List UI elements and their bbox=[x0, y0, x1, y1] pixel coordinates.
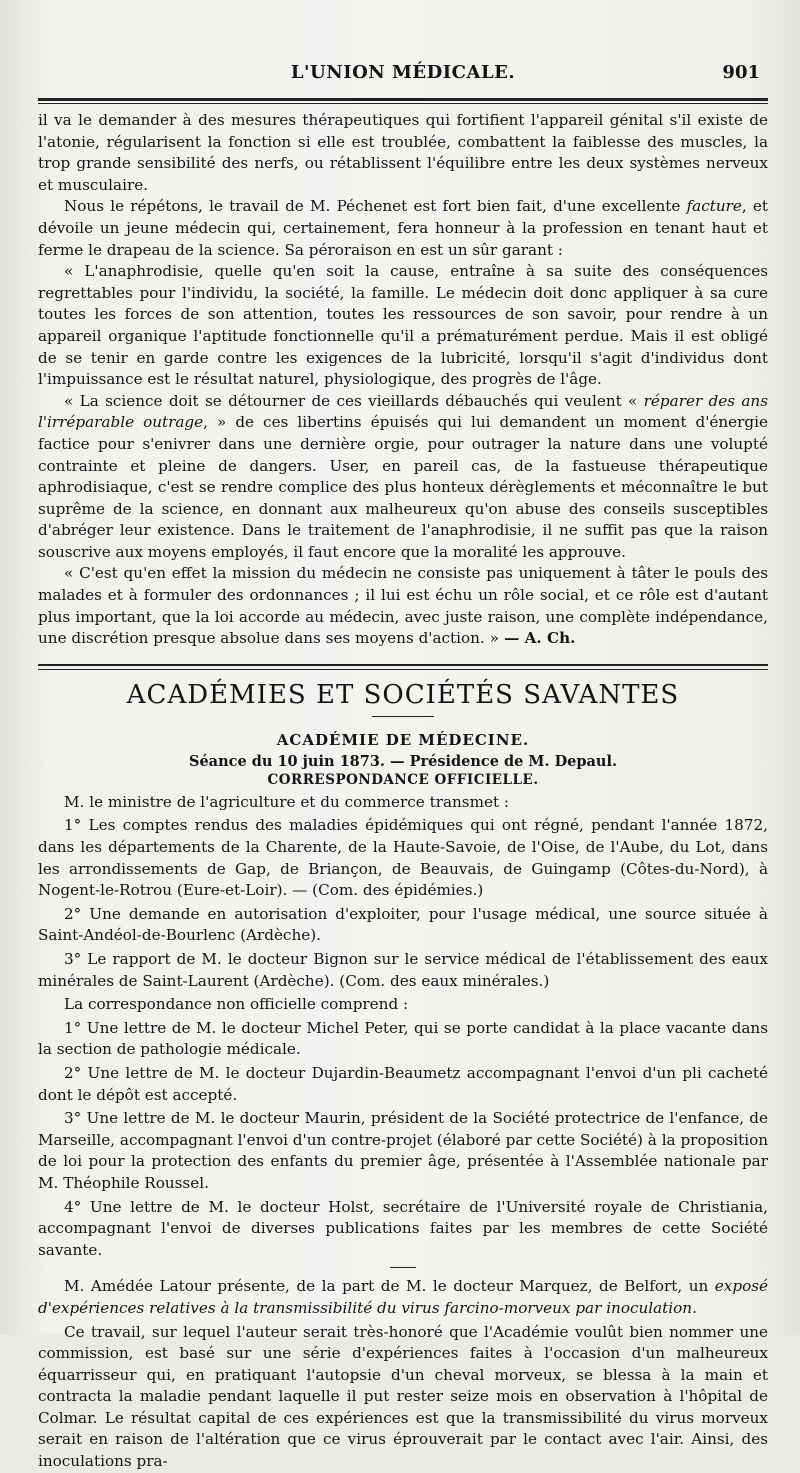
official-intro: M. le ministre de l'agriculture et du commerce transmet : bbox=[64, 792, 510, 811]
text-run: , » de ces libertins épuisés qui lui demandent un moment d'énergie factice pour s'enivrer dans une dernière orgie, pour outrager la nature dans une volupté contrainte et pleine de dangers. User, en pareil cas, de la fastueuse thérapeutique aphrodisiaque, c'est se rendre complice des plus honteux dérèglements et méconnaître le but suprême de la science, en donnant aux malheureux qu'on abuse des conseils susceptibles d'abréger leur existence. Dans le traitement de l'anaphrodisie, il ne suffit pas que la raison souscrive aux moyens employés, il faut encore que la moralité les approuve. bbox=[38, 413, 768, 561]
article-paragraph bbox=[38, 196, 768, 261]
running-title: L'UNION MÉDICALE. bbox=[290, 62, 516, 83]
presentation-paragraph bbox=[38, 1276, 768, 1319]
session-line: Séance du 10 juin 1873. — Présidence de M. Depaul. bbox=[188, 752, 618, 770]
header-rule bbox=[38, 98, 768, 104]
article-body bbox=[38, 110, 768, 650]
section-divider bbox=[38, 664, 768, 666]
page-number: 901 bbox=[722, 62, 760, 83]
item-separator bbox=[390, 1267, 416, 1268]
presentation-paragraph: Ce travail, sur lequel l'auteur serait très-honoré que l'Académie voulût bien nommer une commission, est basé sur une série d'expériences faites à l'occasion d'un malheureux équarrisseur qui, en pratiquant l'autopsie d'un cheval morveux, se blessa à la main et contracta la maladie pendant laquelle il put rester seize mois en observation à l'hôpital de Colmar. Le résultat capital de ces expériences est que la transmissibilité du virus morveux serait en raison de l'altération que ce virus éprouverait par le contact avec l'air. Ainsi, des inoculations pra- bbox=[38, 1322, 768, 1471]
quote-paragraph: « L'anaphrodisie, quelle qu'en soit la cause, entraîne à sa suite des conséquences regrettables pour l'individu, la société, la famille. Le médecin doit donc appliquer à sa cure toutes les forces de son attention, toutes les ressources de son savoir, pour rendre à un appareil organique l'aptitude fonctionnelle qu'il a prématurément perdue. Mais il est obligé de se tenir en garde contre les exigences de la lubricité, lorsqu'il s'agit d'individus dont l'impuissance est le résultat naturel, physiologique, des progrès de l'âge. bbox=[38, 262, 768, 389]
author-signature: — A. Ch. bbox=[498, 629, 576, 648]
italic-run: exposé d'expériences relatives à la transmissibilité du virus farcino-morveux par inoculation. bbox=[38, 1277, 768, 1317]
correspondence-heading: CORRESPONDANCE OFFICIELLE. bbox=[267, 771, 539, 788]
section-title: ACADÉMIES ET SOCIÉTÉS SAVANTES bbox=[126, 679, 680, 710]
list-item: 2° Une demande en autorisation d'exploiter, pour l'usage médical, une source située à Saint-Andéol-de-Bourlenc (Ardèche). bbox=[38, 904, 768, 945]
list-item: 3° Le rapport de M. le docteur Bignon sur le service médical de l'établissement des eaux minérales de Saint-Laurent (Ardèche). (Com. des eaux minérales.) bbox=[38, 950, 768, 990]
section-divider bbox=[38, 669, 768, 670]
list-item: 2° Une lettre de M. le docteur Dujardin-Beaumetz accompagnant l'envoi d'un pli cacheté dont le dépôt est accepté. bbox=[38, 1063, 768, 1104]
text-run: , et dévoile un jeune médecin qui, certainement, fera honneur à la profession en tenant haut et ferme le drapeau de la science. Sa péroraison en est un sûr garant : bbox=[38, 197, 768, 259]
italic-run: réparer des ans l'irréparable outrage bbox=[38, 391, 768, 432]
article-paragraph: il va le demander à des mesures thérapeutiques qui fortifient l'appareil génital s'il existe de l'atonie, régularisent la fonction si elle est troublée, combattent la faiblesse des muscles, la trop grande sensibilité des nerfs, ou rétablissent l'équilibre entre les deux systèmes nerveux et musculaire. bbox=[38, 111, 768, 194]
text-run: M. Amédée Latour présente, de la part de M. le docteur Marquez, de Belfort, un bbox=[64, 1277, 715, 1296]
list-item: 4° Une lettre de M. le docteur Holst, secrétaire de l'Université royale de Christiania, accompagnant l'envoi de diverses publications faites par les membres de cette Société savante. bbox=[38, 1197, 768, 1259]
quote-paragraph bbox=[38, 391, 768, 564]
text-run: « C'est qu'en effet la mission du médecin ne consiste pas uniquement à tâter le pouls des malades et à formuler des ordonnances ; il lui est échu un rôle social, et ce rôle est d'autant plus important, que la loi accorde au médecin, avec juste raison, une complète indépendance, une discrétion presque absolue dans ses moyens d'action. » bbox=[38, 564, 768, 648]
page-header bbox=[38, 58, 768, 98]
text-run: « La science doit se détourner de ces vieillards débauchés qui veulent « bbox=[64, 391, 644, 410]
italic-run: facture bbox=[686, 197, 742, 216]
list-item: 3° Une lettre de M. le docteur Maurin, président de la Société protectrice de l'enfance, de Marseille, accompagnant l'envoi d'un contre-projet (élaboré par cette Société) à la proposition de loi pour la protection des enfants du premier âge, présentée à l'Assemblée nationale par M. Théophile Roussel. bbox=[38, 1109, 768, 1192]
list-item: 1° Les comptes rendus des maladies épidémiques qui ont régné, pendant l'année 1872, dans les départements de la Charente, de la Haute-Savoie, de l'Oise, de l'Aube, du Lot, dans les arrondissements de Gap, de Briançon, de Beauvais, de Guingamp (Côtes-du-Nord), à Nogent-le-Rotrou (Eure-et-Loir). — (Com. des épidémies.) bbox=[38, 816, 768, 900]
unofficial-intro: La correspondance non officielle comprend : bbox=[64, 995, 409, 1014]
quote-paragraph bbox=[38, 563, 768, 649]
text-run: Nous le répétons, le travail de M. Péchenet est fort bien fait, d'une excellente bbox=[64, 197, 687, 216]
correspondence-body bbox=[38, 792, 768, 1473]
list-item: 1° Une lettre de M. le docteur Michel Peter, qui se porte candidat à la place vacante dans la section de pathologie médicale. bbox=[38, 1018, 768, 1059]
academy-heading: ACADÉMIE DE MÉDECINE. bbox=[276, 730, 530, 749]
title-rule bbox=[372, 716, 434, 717]
